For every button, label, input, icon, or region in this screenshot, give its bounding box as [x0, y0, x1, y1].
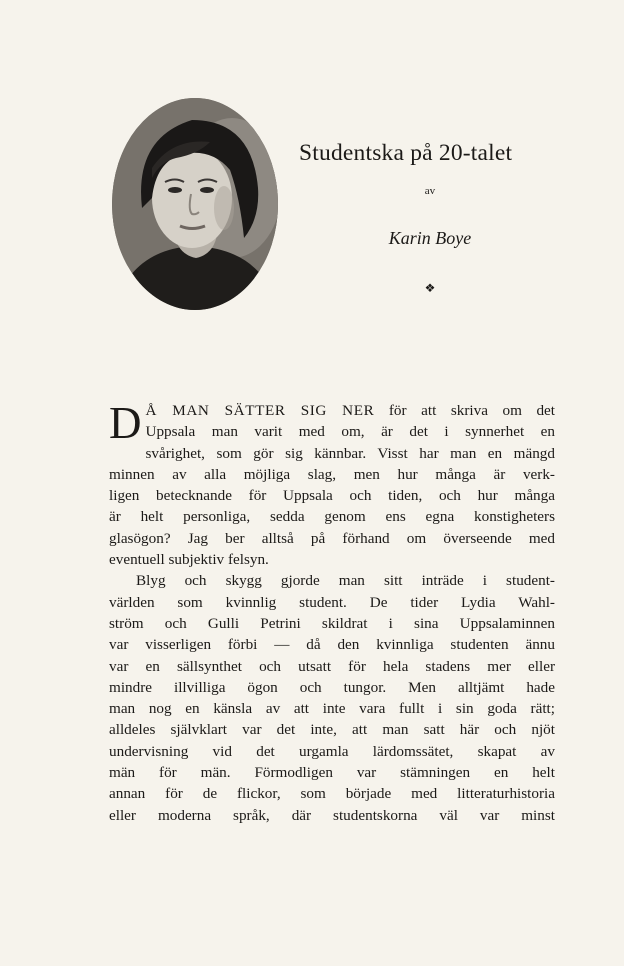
article-title: Studentska på 20-talet: [299, 140, 513, 166]
author-name: Karin Boye: [388, 228, 472, 248]
text-line: ligen betecknande för Uppsala och tiden, och hur många: [109, 487, 555, 505]
text-line: eventuell subjektiv felsyn.: [109, 551, 269, 569]
text-line: svårighet, som gör sig kännbar. Visst har man en mängd: [145, 444, 555, 462]
text-line: minnen av alla möjliga slag, men hur många är verk-: [109, 465, 555, 483]
ornament-icon: ❖: [424, 281, 436, 295]
text-line: undervisning vid det urgamla lärdomssätet, skapat av: [109, 742, 555, 760]
text-line: Blyg och skygg gjorde man sitt inträde i student-: [136, 572, 555, 590]
small-caps-lead: Å MAN SÄTTER SIG NER: [145, 402, 375, 419]
text-line: var en sällsynthet och utsatt för hela stadens mer eller: [109, 657, 555, 675]
text-line: alldeles självklart var det inte, att man satt här och njöt: [109, 721, 555, 739]
text-line: är helt personliga, sedda genom ens egna konstigheters: [109, 508, 555, 526]
text-line: annan för de flickor, som började med litteraturhistoria: [109, 785, 555, 803]
text-line: mindre illvilliga ögon och tungor. Men alltjämt hade: [109, 678, 555, 696]
text-line: [109, 400, 555, 421]
byline-av: av: [424, 185, 436, 197]
text-line: glasögon? Jag ber alltså på förhand om överseende med: [109, 529, 555, 547]
article-body: [109, 400, 555, 826]
text-line: man nog en känsla av att inte vara fullt i sin goda rätt;: [109, 700, 555, 718]
text-line: Uppsala man varit med om, är det i synnerhet en: [145, 423, 555, 441]
drop-cap: D: [109, 398, 142, 448]
text-line: ström och Gulli Petrini skildrat i sina Uppsalaminnen: [109, 614, 555, 632]
text-line: män för män. Förmodligen var stämningen en helt: [109, 764, 555, 782]
text-line: var visserligen förbi — då den kvinnliga studenten ännu: [109, 636, 555, 654]
text-line-rest: för att skriva om det: [374, 402, 555, 419]
author-portrait: [112, 98, 278, 310]
text-line: världen som kvinnlig student. De tider Lydia Wahl-: [109, 593, 555, 611]
text-line: eller moderna språk, där studentskorna väl var minst: [109, 806, 555, 824]
